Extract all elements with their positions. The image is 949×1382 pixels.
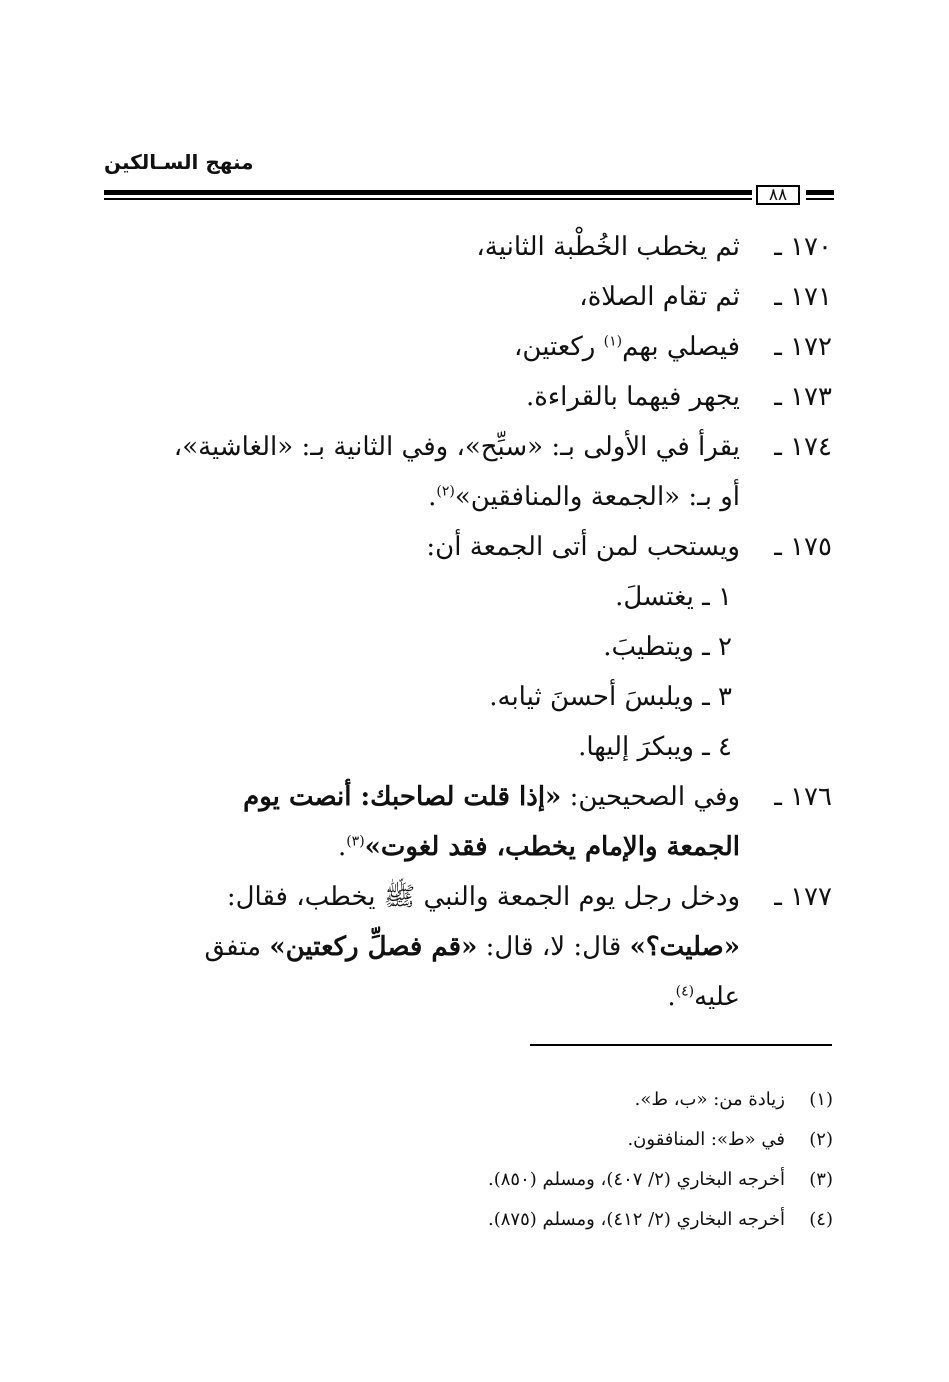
footnote-4	[300, 1200, 833, 1240]
item-text-part: متفق	[204, 932, 270, 962]
item-text-line	[108, 922, 740, 972]
footnote-number: (١)	[809, 1089, 833, 1110]
item-number: ١٧٠ ـ	[774, 232, 832, 262]
item-text: ثم يخطب الخُطْبة الثانية،	[476, 232, 740, 262]
item-text	[108, 872, 740, 1022]
paragraph-176	[108, 772, 832, 872]
item-text-part: .	[428, 482, 437, 512]
sub-item-3: ٣ ـ ويلبسَ أحسنَ ثيابه.	[489, 682, 732, 712]
item-text-part: أو بـ: «الجمعة والمنافقين»	[454, 482, 740, 512]
item-number: ١٧٧ ـ	[774, 882, 832, 912]
hadith-quote: الجمعة والإمام يخطب، فقد لغوت»	[364, 832, 740, 862]
item-text: ثم تقام الصلاة،	[579, 282, 740, 312]
sub-item-1: ١ ـ يغتسلَ.	[615, 582, 732, 612]
paragraph-175	[108, 522, 832, 572]
item-number: ١٧٣ ـ	[774, 382, 832, 412]
main-text	[108, 222, 832, 1022]
sub-item-2: ٢ ـ ويتطيبَ.	[603, 632, 732, 662]
item-text-line: يقرأ في الأولى بـ: «سبِّح»، وفي الثانية بـ: «الغاشية»،	[173, 432, 740, 462]
paragraph-177	[108, 872, 832, 1022]
footnote-text: أخرجه البخاري (٢/ ٤٠٧)، ومسلم (٨٥٠).	[488, 1169, 785, 1190]
item-text	[108, 772, 740, 872]
footnote-number: (٣)	[809, 1169, 833, 1190]
footnote-number: (٢)	[809, 1129, 833, 1150]
item-number: ١٧٢ ـ	[774, 332, 832, 362]
item-number: ١٧٦ ـ	[774, 782, 832, 812]
header-rule-tail-thick	[806, 190, 834, 195]
footnotes	[300, 1080, 833, 1240]
sub-item-4: ٤ ـ ويبكرَ إليها.	[578, 732, 732, 762]
footnote-text: في «ط»: المنافقون.	[627, 1129, 785, 1150]
item-text-line	[108, 772, 740, 822]
item-text-part: وفي الصحيحين:	[561, 782, 740, 812]
hadith-quote: «إذا قلت لصاحبك: أنصت يوم	[243, 782, 562, 812]
item-text	[108, 322, 740, 372]
item-text: ويستحب لمن أتى الجمعة أن:	[426, 532, 740, 562]
item-text-line	[108, 972, 740, 1022]
paragraph-171	[108, 272, 832, 322]
footnote-1	[300, 1080, 833, 1120]
paragraph-174	[108, 422, 832, 522]
item-text-part: عليه	[694, 982, 740, 1012]
item-text-part: فيصلي بهم	[622, 332, 740, 362]
footnote-ref-1: (١)	[603, 333, 623, 350]
item-text-line	[108, 822, 740, 872]
header-rule-thick	[104, 190, 752, 195]
item-number: ١٧٤ ـ	[774, 432, 832, 462]
item-text-line: ودخل رجل يوم الجمعة والنبي ﷺ يخطب، فقال:	[226, 882, 740, 912]
footnote-3	[300, 1160, 833, 1200]
item-number: ١٧٥ ـ	[774, 532, 832, 562]
hadith-quote: «صليت؟»	[629, 932, 740, 962]
footnote-text: زيادة من: «ب، ط».	[634, 1089, 785, 1110]
header-rule-tail-thin	[806, 198, 834, 200]
footnote-ref-4: (٤)	[675, 983, 695, 1000]
item-number: ١٧١ ـ	[774, 282, 832, 312]
item-text-line	[108, 472, 740, 522]
item-text	[108, 422, 740, 522]
item-text-part: .	[337, 832, 347, 862]
footnote-2	[300, 1120, 833, 1160]
item-text: يجهر فيهما بالقراءة.	[525, 382, 740, 412]
footnote-text: أخرجه البخاري (٢/ ٤١٢)، ومسلم (٨٧٥).	[488, 1209, 785, 1230]
item-text-part: قال: لا، قال:	[477, 932, 630, 962]
running-header-title: منهج السـالكين	[104, 150, 254, 174]
item-text-part: ركعتين،	[514, 332, 604, 362]
footnote-number: (٤)	[809, 1209, 833, 1230]
footnote-ref-2: (٢)	[436, 483, 455, 500]
item-text-part: .	[667, 982, 676, 1012]
paragraph-170	[108, 222, 832, 272]
paragraph-172	[108, 322, 832, 372]
header-rule	[104, 185, 834, 207]
header-rule-thin	[104, 198, 752, 200]
page-number: ٨٨	[756, 185, 800, 205]
paragraph-173	[108, 372, 832, 422]
footnote-separator	[530, 1044, 832, 1046]
footnote-ref-3: (٣)	[346, 833, 365, 850]
hadith-quote: «قم فصلِّ ركعتين»	[269, 932, 478, 962]
